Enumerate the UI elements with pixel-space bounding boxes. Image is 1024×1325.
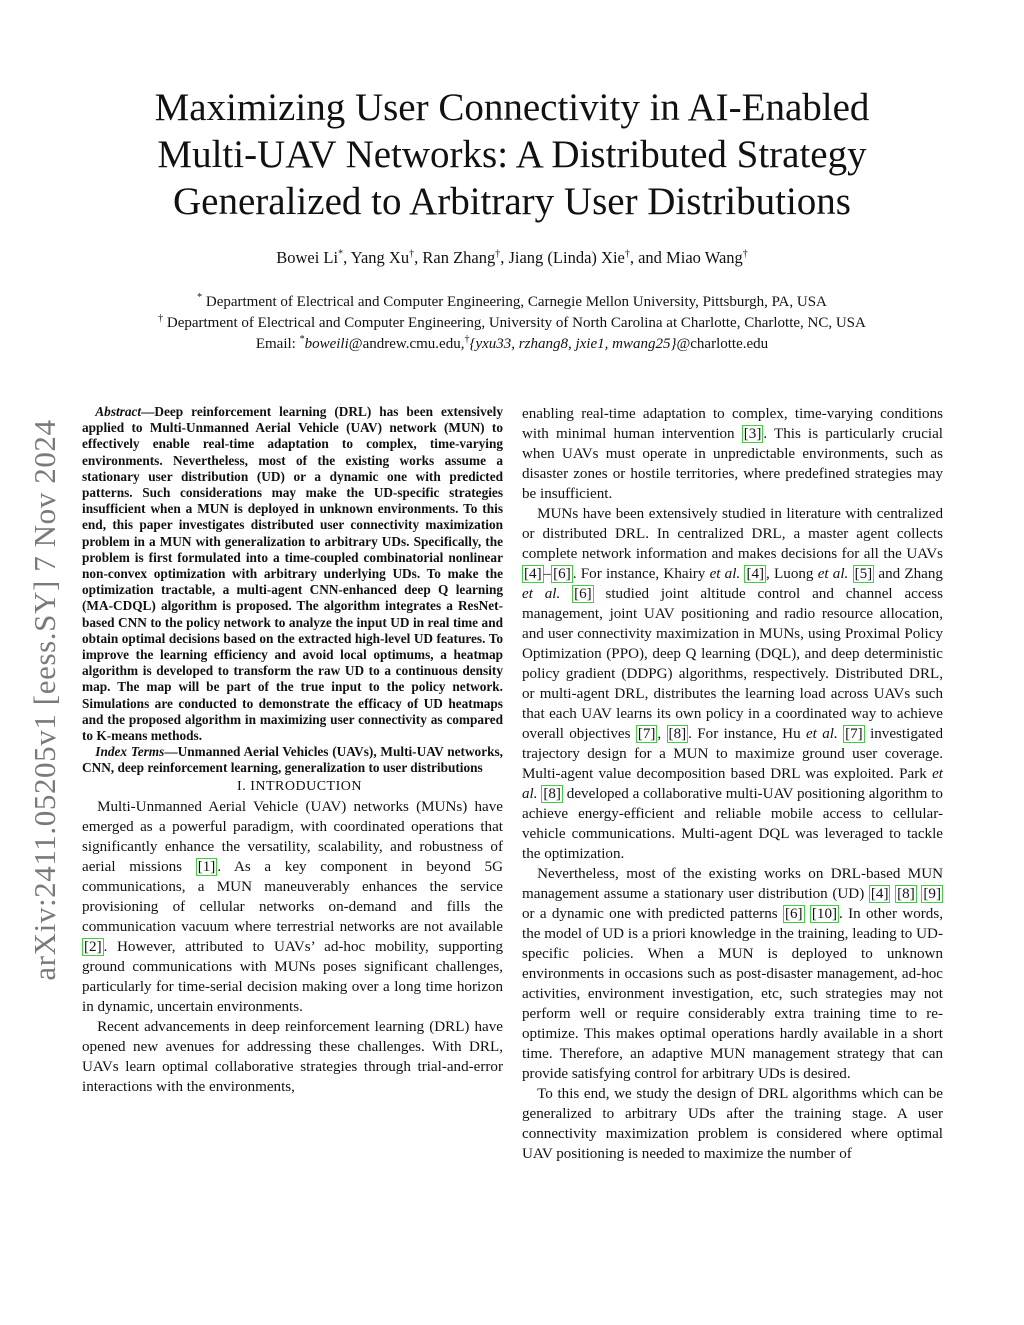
email-user: boweili [304,336,349,352]
email-domain: @andrew.cmu.edu, [348,336,465,352]
et-al: et al. [709,566,741,582]
email-users: {yxu33, rzhang8, jxie1, mwang25} [469,336,677,352]
intro-paragraph-5 [522,864,943,1084]
author-mark: † [495,248,501,260]
paragraph-text: investigated trajectory design for a MUN to maximize ground user coverage. Multi-agent value decomposition based DRL was exploited. Park [522,726,944,782]
paragraph-text: enabling real-time adaptation to complex, time-varying conditions with minimal human intervention [522,406,943,442]
paragraph-text: . This is particularly crucial when UAVs must operate in unpredictable environments, such as disaster zones or hostile territories, where predefined strategies may be insufficient. [522,426,944,502]
author-name: Ran Zhang [422,248,496,267]
section-number: I. [237,778,247,794]
et-al: et al. [817,566,849,582]
citation-link[interactable]: [7] [845,726,863,742]
citation-link[interactable]: [6] [574,586,592,602]
left-column [82,404,503,1097]
section-heading [82,777,503,797]
citation-link[interactable]: [4] [870,886,889,902]
intro-paragraph-1 [82,797,503,1017]
affiliation-uncc [70,313,954,332]
citation-link[interactable]: [5] [854,566,873,582]
citation-link[interactable]: [6] [553,566,571,582]
arxiv-identifier: arXiv:2411.05205v1 [eess.SY] 7 Nov 2024 [27,419,62,981]
email-label: Email: [255,336,296,352]
title-line-1: Maximizing User Connectivity in AI-Enabled [154,86,870,129]
section-title: INTRODUCTION [250,778,362,794]
paragraph-text: Nevertheless, most of the existing works on DRL-based MUN management assume a stationary user distribution (UD) [522,866,943,902]
paragraph-text: . However, attributed to UAVs’ ad-hoc mobility, supporting ground communications with MUNs poses significant challenges, particularly for time-serial decision making over a long time horizon in dynamic, uncertain environments. [82,938,503,1015]
email-line [70,334,954,353]
affiliation-mark: * [197,292,203,303]
paragraph-text: – [543,566,552,582]
et-al: et al. [805,726,838,742]
paragraph-text: , [657,726,667,742]
index-terms-lead: Index Terms [95,744,165,760]
citation-link[interactable]: [7] [637,726,656,742]
author-name: Yang Xu [350,248,410,267]
citation-link[interactable]: [4] [746,566,765,582]
index-terms-text: —Unmanned Aerial Vehicles (UAVs), Multi-UAV networks, CNN, deep reinforcement learning, generalization to user distributions [82,744,503,776]
intro-paragraph-3 [522,404,943,504]
et-al: et al. [522,766,943,802]
paragraph-text: studied joint altitude control and channel access management, joint UAV positioning and radio resource allocation, and user connectivity maximization in MUNs, using Proximal Policy Optimization (PPO), deep Q learning (DQL), and deep deterministic policy gradient (DDPG) algorithms, respectively. Distributed DRL, or multi-agent DRL, distributes the learning load across UAVs such that each UAV learns its own policy in a coordinated way to achieve overall objectives [522,586,943,742]
email-mark: † [464,334,470,345]
abstract [82,404,503,744]
author-mark: * [338,248,344,260]
email-mark: * [299,334,305,345]
author-mark: † [742,248,748,260]
citation-link[interactable]: [4] [524,566,542,582]
author-mark: † [409,248,415,260]
citation-link[interactable]: [3] [743,426,762,442]
citation-link[interactable]: [1] [197,858,216,875]
paragraph-text: . For instance, Khairy [572,566,710,582]
affiliation-text: Department of Electrical and Computer Engineering, University of North Carolina at Charlotte, Charlotte, NC, USA [166,315,866,331]
paragraph-text: MUNs have been extensively studied in literature with centralized or distributed DRL. In centralized DRL, a master agent collects complete network information and makes decisions for all the UAVs [522,506,943,562]
title-line-3: Generalized to Arbitrary User Distributions [173,180,851,223]
citation-link[interactable]: [2] [84,938,102,955]
index-terms [82,744,503,776]
paragraph-text: or a dynamic one with predicted patterns [522,906,783,922]
paragraph-text: and Zhang [874,566,943,582]
paragraph-text: . In other words, the model of UD is a priori knowledge in the training, leading to UD-specific policies. When a MUN is deployed to unknown environments in occasions such as post-disaster management, ad-hoc activities, environment investigation, etc, such strategies may not perform well or require considerably extra training time to re-optimize. This makes optimal operations hardly available in a short time. Therefore, an adaptive MUN management strategy that can provide satisfying control for arbitrary UDs is desired. [522,906,943,1082]
paragraph-text: , Luong [766,566,818,582]
abstract-text: —Deep reinforcement learning (DRL) has been extensively applied to Multi-Unmanned Aerial Vehicle (UAV) network (MUN) to effectively enable real-time adaptation to complex, time-varying environments. Nevertheless, most of the existing works assume a stationary user distribution (UD) or a dynamic one with predicted patterns. Such considerations may make the UD-specific strategies insufficient when a MUN is deployed in unknown environments. To this end, this paper investigates distributed user connectivity maximization problem in a MUN with generalization to arbitrary UDs. Specifically, the problem is first formulated into a time-coupled combinatorial nonlinear non-convex optimization with arbitrary underlying UDs. To make the optimization tractable, a multi-agent CNN-enhanced deep Q learning (MA-CDQL) algorithm is proposed. The algorithm integrates a ResNet-based CNN to the policy network to analyze the input UD in real time and obtain optimal decisions based on the extracted high-level UD features. To improve the learning efficiency and avoid local optimums, a heatmap algorithm is developed to transform the raw UD to a continuous density map. The map will be part of the true input to the policy network. Simulations are conducted to demonstrate the efficacy of UD heatmaps and the proposed algorithm in maximizing user connectivity as compared to K-means methods. [82,404,503,744]
abstract-lead: Abstract [95,404,142,419]
author-name: Jiang (Linda) Xie [508,248,625,267]
author-list: Bowei Li*, Yang Xu†, Ran Zhang†, Jiang (Linda) Xie†, and Miao Wang† [276,248,748,267]
author-name: Bowei Li [276,248,339,267]
paragraph-text: . For instance, Hu [688,726,806,742]
affiliation-mark: † [158,313,164,324]
citation-link[interactable]: [8] [543,786,561,802]
email-domain: @charlotte.edu [676,336,769,352]
citation-link[interactable]: [10] [811,906,838,922]
affiliation-text: Department of Electrical and Computer Engineering, Carnegie Mellon University, Pittsburgh, PA, USA [205,294,827,310]
intro-paragraph-6: To this end, we study the design of DRL algorithms which can be generalized to arbitrary UDs after the training stage. A user connectivity maximization problem is considered where optimal UAV positioning is needed to maximize the number of [522,1086,943,1162]
citation-link[interactable]: [6] [784,906,803,922]
right-column [522,404,943,1164]
citation-link[interactable]: [9] [923,886,942,902]
arxiv-sidebar-stamp [22,420,68,980]
intro-paragraph-2: Recent advancements in deep reinforcement learning (DRL) have opened new avenues for addressing these challenges. With DRL, UAVs learn optimal collaborative strategies through trial-and-error interactions with the environments, [82,1018,503,1095]
paragraph-text: . As a key component in beyond 5G communications, a MUN maneuverably enhances the service provisioning of cellular networks on-demand and fills the communication vacuum where terrestrial networks are not available [82,858,503,935]
author-name: and Miao Wang [638,248,743,267]
citation-link[interactable]: [8] [668,726,687,742]
intro-paragraph-4 [522,504,943,864]
author-mark: † [624,248,630,260]
affiliation-cmu [70,292,954,311]
citation-link[interactable]: [8] [897,886,915,902]
paragraph-text: Multi-Unmanned Aerial Vehicle (UAV) networks (MUNs) have emerged as a powerful paradigm, with coordinated operations that significantly enhance the versatility, scalability, and robustness of aerial missions [82,798,503,875]
et-al: et al. [522,586,561,602]
title-line-2: Multi-UAV Networks: A Distributed Strategy [157,133,867,176]
paragraph-text: developed a collaborative multi-UAV positioning algorithm to achieve energy-efficient and reliable mobile access to cellular-vehicle communications. Multi-agent DQL was leveraged to tackle the optimization. [522,786,943,862]
paper-title [90,84,934,225]
